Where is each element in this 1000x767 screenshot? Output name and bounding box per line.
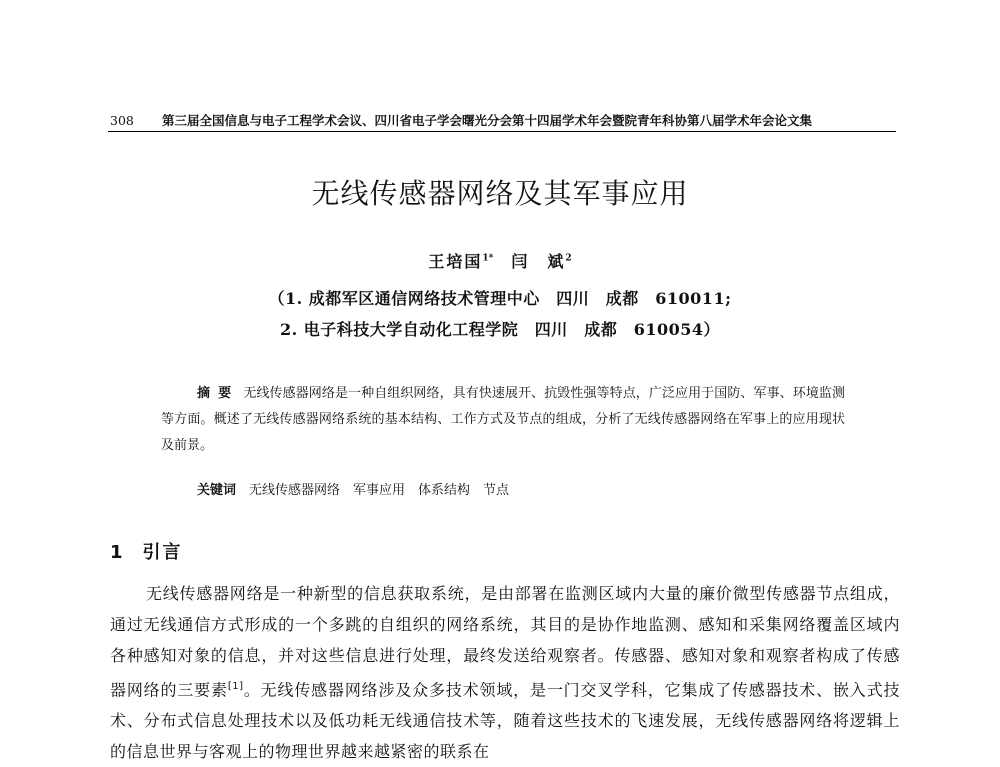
section-heading [110, 538, 183, 564]
author-mark: 1* [482, 253, 494, 264]
keywords [197, 479, 509, 498]
running-header [110, 113, 896, 129]
abstract-label: 摘要 [197, 386, 240, 401]
author-line [0, 249, 1000, 272]
keywords-label: 关键词 [197, 483, 237, 498]
body-text-part2: 。无线传感器网络涉及众多技术领域，是一门交叉学科，它集成了传感器技术、嵌入式技术、分布式信息处理技术以及低功耗无线通信技术等，随着这些技术的飞速发展，无线传感器网络将逻辑上的信息世界与客观上的物理世界越来越紧密的联系在 [110, 680, 900, 762]
abstract [161, 381, 845, 459]
page-number: 308 [110, 113, 134, 128]
section-title: 引言 [142, 542, 183, 563]
body-text-part1: 无线传感器网络是一种新型的信息获取系统，是由部署在监测区域内大量的廉价微型传感器节点组成，通过无线通信方式形成的一个多跳的自组织的网络系统，其目的是协作地监测、感知和采集网络覆盖区域内各种感知对象的信息，并对这些信息进行处理，最终发送给观察者。传感器、感知对象和观察者构成了传感器网络的三要素 [110, 584, 900, 700]
author-name: 王培国 [428, 252, 483, 271]
abstract-text: 无线传感器网络是一种自组织网络，具有快速展开、抗毁性强等特点，广泛应用于国防、军事、环境监测等方面。概述了无线传感器网络系统的基本结构、工作方式及节点的组成，分析了无线传感器网络在军事上的应用现状及前景。 [161, 386, 845, 453]
header-rule [108, 131, 896, 132]
affiliation-2: 2. 电子科技大学自动化工程学院 四川 成都 610054） [279, 320, 721, 339]
author-name: 闫 斌 [511, 252, 566, 271]
author-mark: 2 [565, 253, 572, 264]
section-number: 1 [110, 542, 125, 563]
running-title: 第三届全国信息与电子工程学术会议、四川省电子学会曙光分会第十四届学术年会暨院青年科协第八届学术年会论文集 [162, 113, 813, 128]
citation: [1] [227, 681, 244, 692]
affiliation-1: （1. 成都军区通信网络技术管理中心 四川 成都 610011; [268, 289, 732, 308]
paper-title: 无线传感器网络及其军事应用 [311, 177, 689, 210]
keywords-list: 无线传感器网络 军事应用 体系结构 节点 [249, 483, 510, 498]
body-paragraph [110, 578, 900, 767]
